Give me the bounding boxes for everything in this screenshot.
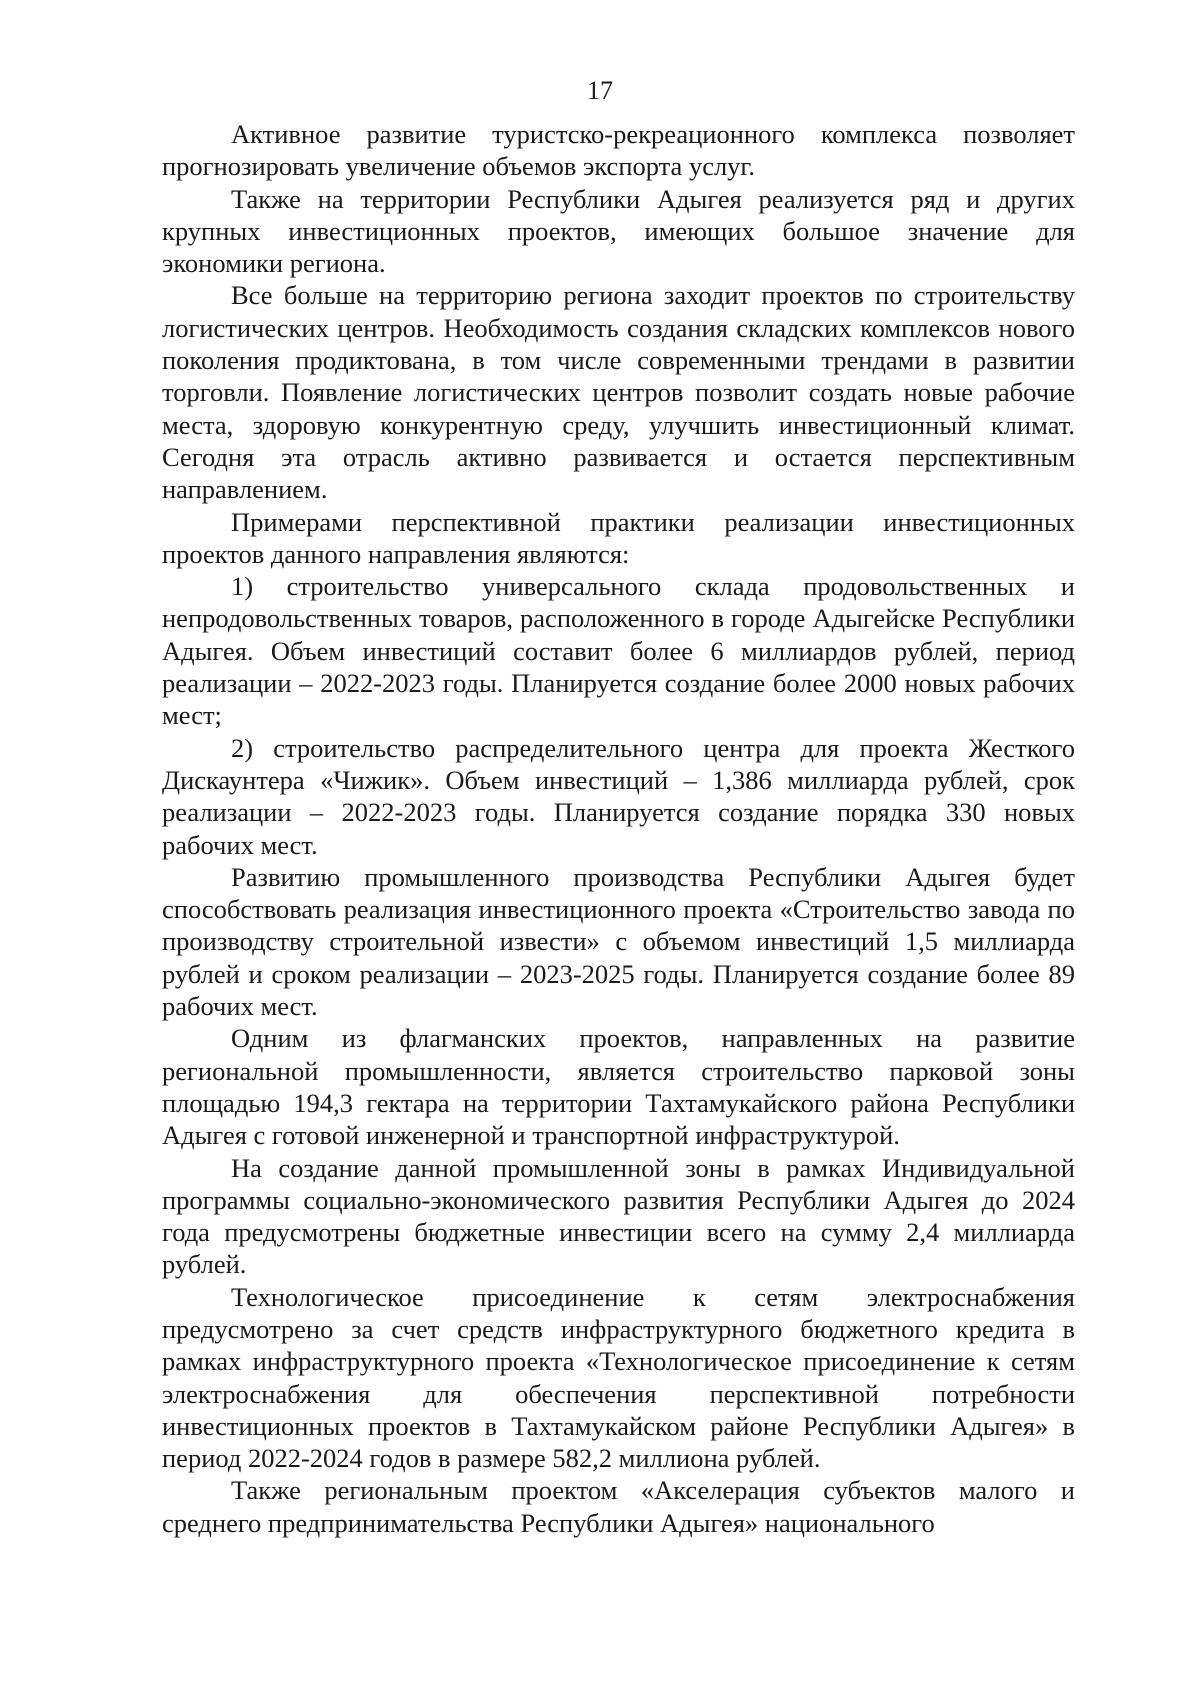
paragraph-logistics-centers: Все больше на территорию региона заходит проектов по строительству логистических центров. Необходимость создания складских комплексов нового поколения продиктована, в том числе современными трендами в развитии торговли. Появление логистических центров позволит создать новые рабочие места, здоровую конкурентную среду, улучшить инвестиционный климат. Сегодня эта отрасль активно развивается и остается перспективным направлением. <box>162 280 1075 505</box>
paragraph-acceleration-project: Также региональным проектом «Акселерация субъектов малого и среднего предпринимательства Республики Адыгея» национального <box>162 1475 1075 1538</box>
paragraph-tourism-export: Активное развитие туристско-рекреационного комплекса позволяет прогнозировать увеличение объемов экспорта услуг. <box>162 119 1075 182</box>
paragraph-examples-intro: Примерами перспективной практики реализации инвестиционных проектов данного направления являются: <box>162 506 1075 569</box>
paragraph-investment-projects: Также на территории Республики Адыгея реализуется ряд и других крупных инвестиционных проектов, имеющих большое значение для экономики региона. <box>162 183 1075 279</box>
paragraph-power-grid-connection: Технологическое присоединение к сетям электроснабжения предусмотрено за счет средств инфраструктурного бюджетного кредита в рамках инфраструктурного проекта «Технологическое присоединение к сетям электроснабжения для обеспечения перспективной потребности инвестиционных проектов в Тахтамукайском районе Республики Адыгея» в период 2022-2024 годов в размере 582,2 миллиона рублей. <box>162 1281 1075 1474</box>
paragraph-lime-plant: Развитию промышленного производства Республики Адыгея будет способствовать реализация инвестиционного проекта «Строительство завода по производству строительной извести» с объемом инвестиций 1,5 миллиарда рублей и сроком реализации – 2023-2025 годы. Планируется создание более 89 рабочих мест. <box>162 861 1075 1022</box>
paragraph-example-distribution-center: 2) строительство распределительного центра для проекта Жесткого Дискаунтера «Чижик». Объем инвестиций – 1,386 миллиарда рублей, срок реализации – 2022-2023 годы. Планируется создание порядка 330 новых рабочих мест. <box>162 732 1075 860</box>
document-body <box>162 118 1075 1539</box>
page-number: 17 <box>587 76 613 105</box>
paragraph-example-warehouse: 1) строительство универсального склада продовольственных и непродовольственных товаров, расположенного в городе Адыгейске Республики Адыгея. Объем инвестиций составит более 6 миллиардов рублей, период реализации – 2022-2023 годы. Планируется создание более 2000 новых рабочих мест; <box>162 571 1075 731</box>
paragraph-industrial-park: Одним из флагманских проектов, направленных на развитие региональной промышленности, является строительство парковой зоны площадью 194,3 гектара на территории Тахтамукайского района Республики Адыгея с готовой инженерной и транспортной инфраструктурой. <box>162 1023 1075 1151</box>
paragraph-budget-investments: На создание данной промышленной зоны в рамках Индивидуальной программы социально-экономического развития Республики Адыгея до 2024 года предусмотрены бюджетные инвестиции всего на сумму 2,4 миллиарда рублей. <box>162 1152 1075 1280</box>
